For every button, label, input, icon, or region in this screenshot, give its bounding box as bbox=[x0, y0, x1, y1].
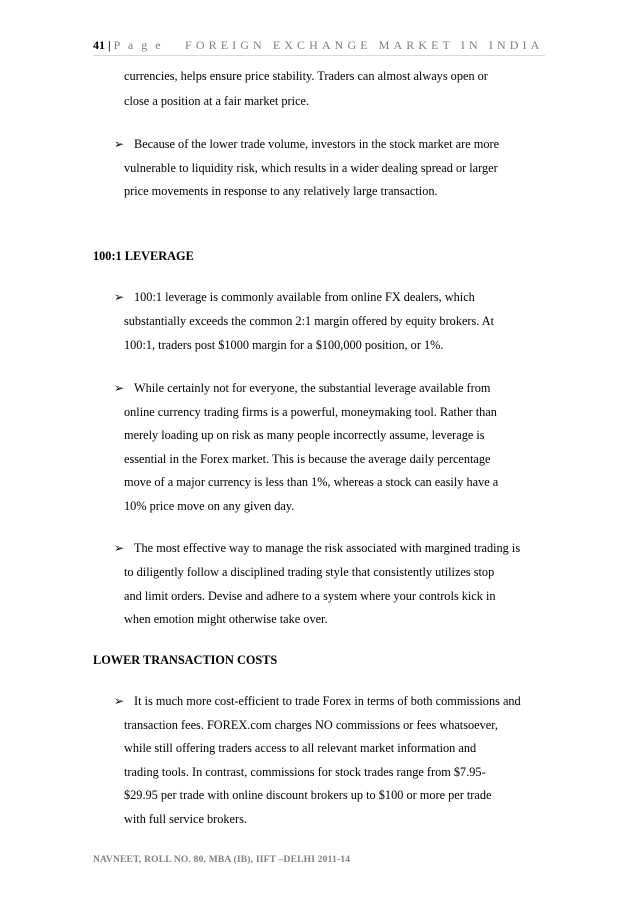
section-heading: 100:1 LEVERAGE bbox=[93, 249, 194, 263]
text-line: It is much more cost-efficient to trade Forex in terms of both commissions and bbox=[134, 694, 521, 708]
header-rule bbox=[93, 55, 545, 56]
bullet-arrow-icon: ➢ bbox=[114, 137, 125, 151]
text-line: trading tools. In contrast, commissions for stock trades range from $7.95- bbox=[124, 765, 486, 779]
text-line: move of a major currency is less than 1%, whereas a stock can easily have a bbox=[124, 475, 499, 489]
bullet-arrow-icon: ➢ bbox=[114, 694, 125, 708]
bullet-arrow-icon: ➢ bbox=[114, 541, 125, 555]
page-word: P a g e bbox=[113, 38, 164, 52]
document-title: FOREIGN EXCHANGE MARKET IN INDIA bbox=[185, 38, 544, 52]
page-header bbox=[93, 38, 543, 56]
text-line: The most effective way to manage the risk associated with margined trading is bbox=[134, 541, 521, 555]
text-line: 100:1, traders post $1000 margin for a $100,000 position, or 1%. bbox=[124, 338, 444, 352]
text-line: While certainly not for everyone, the substantial leverage available from bbox=[134, 381, 491, 395]
text-line: 10% price move on any given day. bbox=[124, 499, 295, 513]
text-line: and limit orders. Devise and adhere to a system where your controls kick in bbox=[124, 589, 496, 603]
text-line: Because of the lower trade volume, investors in the stock market are more bbox=[134, 137, 500, 151]
text-line: when emotion might otherwise take over. bbox=[124, 612, 328, 626]
text-line: price movements in response to any relatively large transaction. bbox=[124, 184, 438, 198]
text-line: $29.95 per trade with online discount brokers up to $100 or more per trade bbox=[124, 788, 492, 802]
text-line: online currency trading firms is a powerful, moneymaking tool. Rather than bbox=[124, 405, 497, 419]
text-line: currencies, helps ensure price stability. Traders can almost always open or bbox=[124, 69, 488, 83]
bullet-arrow-icon: ➢ bbox=[114, 381, 125, 395]
text-line: essential in the Forex market. This is because the average daily percentage bbox=[124, 452, 491, 466]
header-separator: | bbox=[108, 38, 111, 52]
text-line: vulnerable to liquidity risk, which results in a wider dealing spread or larger bbox=[124, 161, 498, 175]
text-line: transaction fees. FOREX.com charges NO commissions or fees whatsoever, bbox=[124, 718, 498, 732]
section-heading: LOWER TRANSACTION COSTS bbox=[93, 653, 278, 667]
text-line: with full service brokers. bbox=[124, 812, 247, 826]
text-line: merely loading up on risk as many people incorrectly assume, leverage is bbox=[124, 428, 485, 442]
text-line: close a position at a fair market price. bbox=[124, 94, 310, 108]
text-line: to diligently follow a disciplined trading style that consistently utilizes stop bbox=[124, 565, 495, 579]
page-number: 41 bbox=[93, 38, 105, 52]
text-line: while still offering traders access to all relevant market information and bbox=[124, 741, 477, 755]
bullet-arrow-icon: ➢ bbox=[114, 290, 125, 304]
text-line: substantially exceeds the common 2:1 margin offered by equity brokers. At bbox=[124, 314, 495, 328]
page-footer: NAVNEET, ROLL NO. 80, MBA (IB), IIFT –DELHI 2011-14 bbox=[93, 855, 351, 865]
text-line: 100:1 leverage is commonly available from online FX dealers, which bbox=[134, 290, 475, 304]
